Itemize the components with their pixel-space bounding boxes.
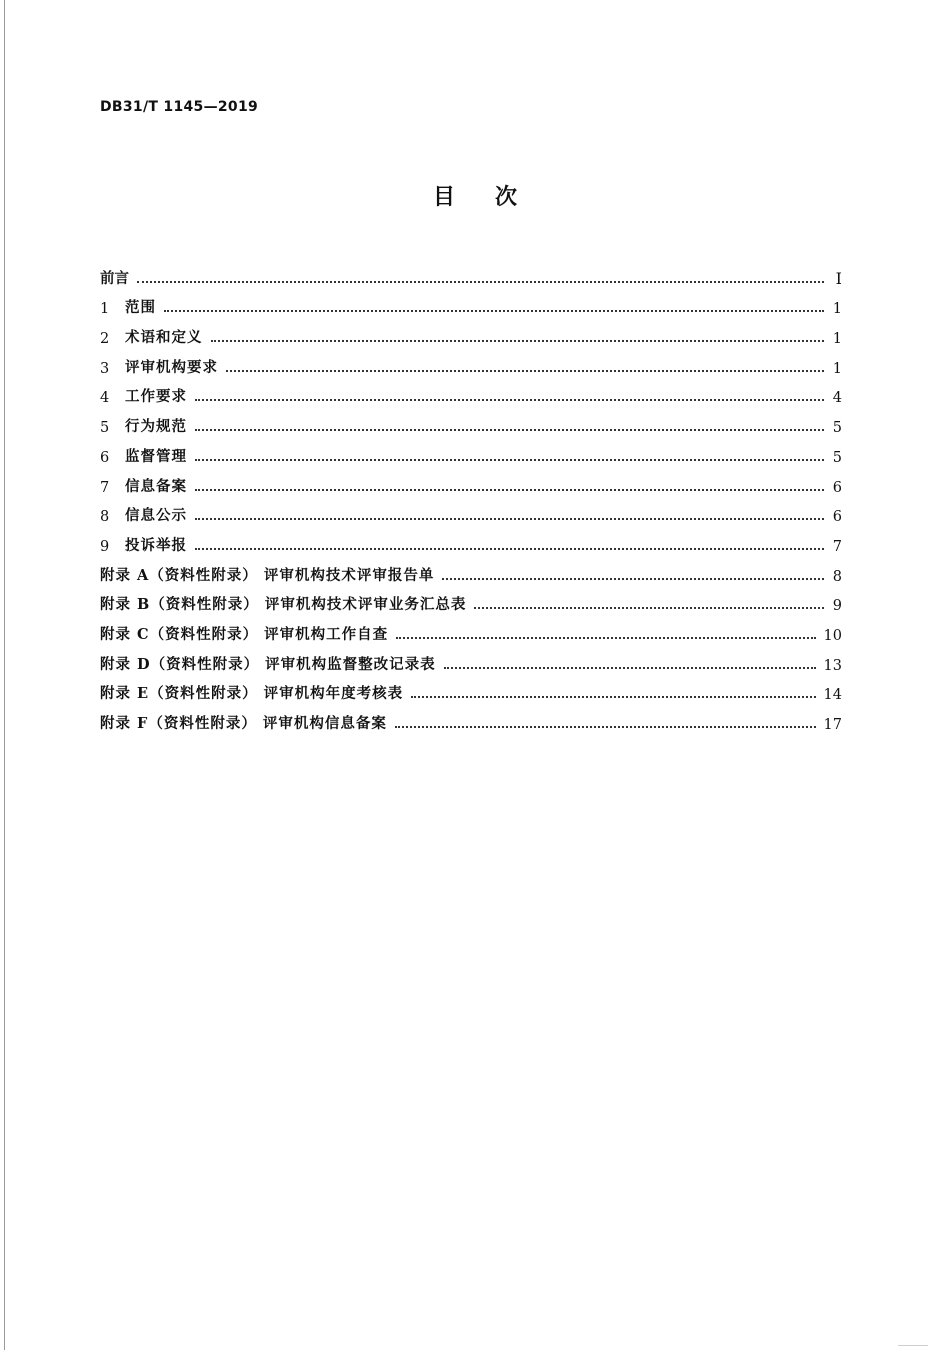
toc-entry-page: 1 bbox=[832, 360, 842, 377]
toc-entry-page: 1 bbox=[832, 301, 842, 318]
toc-entry-page: 9 bbox=[832, 598, 842, 615]
toc-entry-page: 6 bbox=[832, 479, 842, 496]
toc-entry-6[interactable] bbox=[100, 436, 842, 466]
toc-entry-appendix-d[interactable] bbox=[100, 644, 842, 674]
toc-entry-number: 4 bbox=[100, 390, 110, 407]
toc-leader-dots bbox=[164, 310, 824, 312]
toc-entry-page: 13 bbox=[823, 657, 842, 674]
toc-entry-number: 9 bbox=[100, 538, 110, 555]
toc-entry-label: 附录 B（资料性附录） 评审机构技术评审业务汇总表 bbox=[100, 596, 467, 614]
toc-leader-dots bbox=[474, 607, 824, 609]
toc-leader-dots bbox=[396, 637, 815, 639]
toc-entry-label: 评审机构要求 bbox=[125, 358, 218, 376]
toc-entry-number: 7 bbox=[100, 479, 110, 496]
toc-entry-page: 17 bbox=[823, 717, 842, 733]
toc-entry-page: 4 bbox=[832, 390, 842, 407]
toc-entry-page: 5 bbox=[832, 449, 842, 466]
toc-leader-dots bbox=[442, 578, 824, 580]
toc-leader-dots bbox=[211, 340, 825, 342]
toc-entry-foreword[interactable] bbox=[100, 258, 842, 288]
toc-leader-dots bbox=[395, 726, 816, 728]
toc-leader-dots bbox=[195, 399, 824, 401]
toc-leader-dots bbox=[137, 281, 824, 283]
toc-entry-7[interactable] bbox=[100, 466, 842, 496]
toc-entry-appendix-b[interactable] bbox=[100, 585, 842, 615]
toc-entry-5[interactable] bbox=[100, 406, 842, 436]
toc-entry-number: 2 bbox=[100, 331, 110, 348]
toc-entry-label: 行为规范 bbox=[125, 418, 187, 436]
toc-entry-page: 14 bbox=[823, 687, 842, 704]
toc-entry-label: 附录 E（资料性附录） 评审机构年度考核表 bbox=[100, 685, 404, 703]
table-of-contents bbox=[100, 258, 842, 733]
toc-entry-number: 5 bbox=[100, 420, 110, 437]
toc-entry-page: 8 bbox=[832, 568, 842, 585]
toc-entry-appendix-f[interactable] bbox=[100, 703, 842, 733]
toc-leader-dots bbox=[411, 696, 815, 698]
toc-entry-appendix-a[interactable] bbox=[100, 555, 842, 585]
toc-leader-dots bbox=[195, 459, 824, 461]
toc-entry-page: 1 bbox=[832, 331, 842, 348]
toc-entry-label: 术语和定义 bbox=[125, 329, 203, 347]
scan-edge-corner bbox=[898, 1345, 928, 1346]
toc-entry-page: I bbox=[835, 268, 842, 288]
toc-entry-label: 附录 D（资料性附录） 评审机构监督整改记录表 bbox=[100, 655, 436, 673]
toc-title: 目次 bbox=[432, 185, 557, 210]
toc-entry-4[interactable] bbox=[100, 377, 842, 407]
toc-leader-dots bbox=[195, 518, 824, 520]
toc-entry-label: 投诉举报 bbox=[125, 536, 187, 554]
toc-entry-label: 附录 F（资料性附录） 评审机构信息备案 bbox=[100, 715, 387, 732]
toc-entry-1[interactable] bbox=[100, 288, 842, 318]
toc-entry-3[interactable] bbox=[100, 347, 842, 377]
toc-entry-number: 3 bbox=[100, 360, 110, 377]
toc-entry-label: 前言 bbox=[100, 269, 129, 287]
toc-entry-9[interactable] bbox=[100, 525, 842, 555]
toc-entry-page: 7 bbox=[832, 538, 842, 555]
toc-entry-number: 1 bbox=[100, 301, 110, 318]
toc-entry-label: 附录 A（资料性附录） 评审机构技术评审报告单 bbox=[100, 566, 435, 584]
toc-entry-8[interactable] bbox=[100, 496, 842, 526]
toc-entry-label: 信息备案 bbox=[125, 477, 187, 495]
toc-entry-label: 范围 bbox=[125, 299, 156, 317]
toc-entry-page: 5 bbox=[832, 420, 842, 437]
toc-entry-number: 6 bbox=[100, 449, 110, 466]
toc-entry-label: 监督管理 bbox=[125, 447, 187, 465]
toc-entry-2[interactable] bbox=[100, 317, 842, 347]
toc-leader-dots bbox=[195, 548, 824, 550]
toc-entry-page: 10 bbox=[823, 627, 842, 644]
toc-leader-dots bbox=[226, 370, 824, 372]
toc-entry-label: 附录 C（资料性附录） 评审机构工作自查 bbox=[100, 625, 389, 643]
document-code: DB31/T 1145—2019 bbox=[100, 99, 259, 115]
toc-entry-number: 8 bbox=[100, 509, 110, 526]
toc-entry-appendix-e[interactable] bbox=[100, 674, 842, 704]
toc-leader-dots bbox=[444, 667, 816, 669]
toc-entry-label: 工作要求 bbox=[125, 388, 187, 406]
toc-entry-page: 6 bbox=[832, 509, 842, 526]
toc-entry-label: 信息公示 bbox=[125, 507, 187, 525]
toc-leader-dots bbox=[195, 429, 824, 431]
toc-leader-dots bbox=[195, 489, 824, 491]
toc-entry-appendix-c[interactable] bbox=[100, 614, 842, 644]
